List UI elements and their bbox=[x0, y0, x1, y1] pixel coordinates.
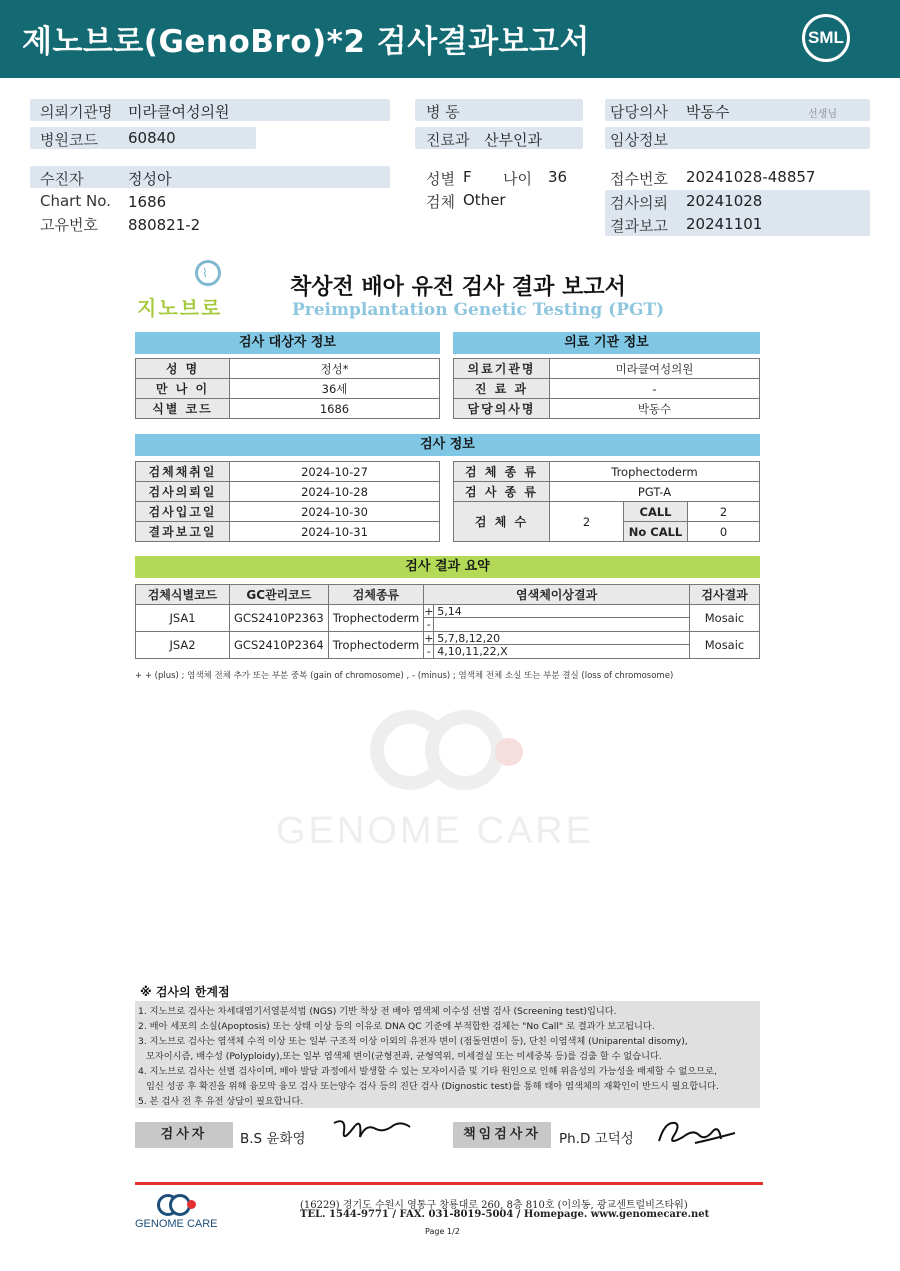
summary-section-head: 검사 결과 요약 bbox=[135, 556, 760, 578]
examiner-name: B.S 윤화영 bbox=[240, 1131, 306, 1147]
institution-label: 의뢰기관명 bbox=[40, 103, 113, 121]
date-value: 2024-10-30 bbox=[230, 502, 440, 522]
org-value: 미라클여성의원 bbox=[550, 359, 760, 379]
table-header-row bbox=[136, 585, 760, 605]
dna-ring-icon bbox=[195, 260, 221, 286]
specimen-count-value: 2 bbox=[550, 502, 624, 542]
watermark-dot bbox=[495, 738, 523, 766]
gain-line bbox=[424, 632, 689, 645]
table-row bbox=[454, 502, 760, 522]
report-date-value: 20241101 bbox=[686, 215, 763, 233]
subject-key: 만 나 이 bbox=[136, 379, 230, 399]
doctor-value: 박동수 bbox=[686, 103, 730, 121]
hospital-code-label: 병원코드 bbox=[40, 131, 98, 149]
logo-dot bbox=[187, 1200, 196, 1209]
chart-value: 1686 bbox=[128, 193, 167, 211]
chromosome-result bbox=[424, 605, 690, 632]
genome-care-text: GENOME CARE bbox=[135, 1218, 218, 1230]
table-row bbox=[136, 482, 440, 502]
gain-values: 5,14 bbox=[437, 605, 462, 618]
watermark-logo-icon bbox=[370, 710, 530, 810]
receipt-label: 접수번호 bbox=[610, 170, 668, 188]
chief-name: Ph.D 고덕성 bbox=[559, 1131, 634, 1147]
table-row bbox=[136, 605, 760, 632]
page-number: Page 1/2 bbox=[425, 1227, 460, 1236]
col-header: GC관리코드 bbox=[230, 585, 329, 605]
chart-label: Chart No. bbox=[40, 192, 111, 210]
sample-type: Trophectoderm bbox=[328, 605, 423, 632]
org-table bbox=[453, 358, 760, 419]
subject-value: 36세 bbox=[230, 379, 440, 399]
subject-key: 식별 코드 bbox=[136, 399, 230, 419]
loss-line bbox=[424, 618, 689, 631]
gain-line bbox=[424, 605, 689, 618]
dept-value: 산부인과 bbox=[484, 131, 542, 149]
report-title: 착상전 배아 유전 검사 결과 보고서 bbox=[290, 275, 626, 300]
specimen-value: Other bbox=[463, 191, 506, 209]
header-bar bbox=[0, 0, 900, 78]
sample-type: Trophectoderm bbox=[328, 632, 423, 659]
watermark-ring bbox=[425, 710, 505, 790]
org-key: 의료기관명 bbox=[454, 359, 550, 379]
ward-label: 병 동 bbox=[426, 103, 460, 121]
test-result: Mosaic bbox=[690, 605, 760, 632]
doctor-suffix: 선생님 bbox=[808, 109, 837, 120]
limitation-line: 1. 지노브로 검사는 차세대염기서열분석법 (NGS) 기반 착상 전 배아 염색체 이수성 선별 검사 (Screening test)입니다. bbox=[138, 1006, 617, 1017]
examinee-row bbox=[30, 166, 390, 188]
examiner-label: 검사자 bbox=[135, 1122, 233, 1148]
nocall-value: 0 bbox=[688, 522, 760, 542]
date-key: 결과보고일 bbox=[136, 522, 230, 542]
examinee-value: 정성아 bbox=[128, 170, 172, 188]
table-row bbox=[136, 399, 440, 419]
subject-key: 성 명 bbox=[136, 359, 230, 379]
chromosome-result bbox=[424, 632, 690, 659]
loss-line bbox=[424, 645, 689, 658]
age-label: 나이 bbox=[503, 170, 532, 188]
test-spec-table bbox=[453, 461, 760, 542]
date-key: 검체채취일 bbox=[136, 462, 230, 482]
request-label: 검사의뢰 bbox=[610, 194, 668, 212]
gc-code: GCS2410P2364 bbox=[230, 632, 329, 659]
date-key: 검사입고일 bbox=[136, 502, 230, 522]
receipt-value: 20241028-48857 bbox=[686, 168, 816, 186]
footer-divider bbox=[135, 1182, 763, 1185]
table-row bbox=[136, 462, 440, 482]
clinical-label: 임상정보 bbox=[610, 131, 668, 149]
footer-contact: TEL. 1544-9771 / FAX. 031-8019-5004 / Homepage. www.genomecare.net bbox=[300, 1209, 710, 1220]
table-row bbox=[454, 482, 760, 502]
subject-value: 정성* bbox=[230, 359, 440, 379]
hospital-code-value: 60840 bbox=[128, 129, 176, 147]
table-row bbox=[136, 522, 440, 542]
watermark-text: GENOME CARE bbox=[276, 810, 595, 852]
loss-values bbox=[434, 618, 437, 631]
test-type-value: PGT-A bbox=[550, 482, 760, 502]
plus-sign: + bbox=[424, 605, 434, 618]
limitation-line: 4. 지노브로 검사는 선별 검사이며, 배아 발달 과정에서 발생할 수 있는 모자이시즘 및 기타 원인으로 인해 위음성의 가능성을 배제할 수 없으므로, bbox=[138, 1066, 717, 1077]
org-value: - bbox=[550, 379, 760, 399]
subject-value: 1686 bbox=[230, 399, 440, 419]
unique-label: 고유번호 bbox=[40, 216, 98, 234]
org-key: 담당의사명 bbox=[454, 399, 550, 419]
genobro-logo bbox=[135, 258, 250, 320]
examinee-label: 수진자 bbox=[40, 170, 84, 188]
org-value: 박동수 bbox=[550, 399, 760, 419]
sml-logo-text: SML bbox=[808, 28, 844, 47]
doctor-label: 담당의사 bbox=[610, 103, 668, 121]
gain-values: 5,7,8,12,20 bbox=[437, 632, 501, 645]
sample-id: JSA1 bbox=[136, 605, 230, 632]
limitation-line: 3. 지노브로 검사는 염색체 수적 이상 또는 일부 구조적 이상 이외의 유전자 변이 (점돌연변이 등), 단친 이염색체 (Uniparental disomy), bbox=[138, 1036, 688, 1047]
summary-footnote: + + (plus) ; 염색체 전체 추가 또는 부분 중복 (gain of chromosome) , - (minus) ; 염색체 전체 소실 또는 부분 결실 (loss of chromosome) bbox=[135, 671, 674, 681]
dna-icon: ⌇ bbox=[202, 266, 208, 280]
request-value: 20241028 bbox=[686, 192, 763, 210]
limitation-line: 모자이시즘, 배수성 (Polyploidy),또는 일부 염색체 변이(균형전좌, 균형역위, 미세결실 또는 미세중복 등)를 검출 할 수 없습니다. bbox=[146, 1051, 662, 1062]
specimen-type-value: Trophectoderm bbox=[550, 462, 760, 482]
examiner-signature bbox=[332, 1115, 412, 1147]
plus-sign: + bbox=[424, 632, 434, 645]
limitations-title: ※ 검사의 한계점 bbox=[140, 985, 230, 999]
col-header: 검체종류 bbox=[328, 585, 423, 605]
dept-label: 진료과 bbox=[426, 131, 470, 149]
limitation-line: 5. 본 검사 전 후 유전 상담이 필요합니다. bbox=[138, 1096, 304, 1107]
test-type-key: 검 사 종 류 bbox=[454, 482, 550, 502]
org-section-head: 의료 기관 정보 bbox=[453, 332, 760, 354]
nocall-label: No CALL bbox=[624, 522, 688, 542]
org-key: 진 료 과 bbox=[454, 379, 550, 399]
table-row bbox=[136, 502, 440, 522]
specimen-type-key: 검 체 종 류 bbox=[454, 462, 550, 482]
gc-code: GCS2410P2363 bbox=[230, 605, 329, 632]
date-key: 검사의뢰일 bbox=[136, 482, 230, 502]
table-row bbox=[136, 632, 760, 659]
chief-signature bbox=[655, 1115, 737, 1149]
date-value: 2024-10-28 bbox=[230, 482, 440, 502]
table-row bbox=[136, 359, 440, 379]
sex-label: 성별 bbox=[426, 170, 455, 188]
call-label: CALL bbox=[624, 502, 688, 522]
table-row bbox=[454, 399, 760, 419]
specimen-count-key: 검 체 수 bbox=[454, 502, 550, 542]
test-result: Mosaic bbox=[690, 632, 760, 659]
report-header-title: 제노브로(GenoBro)*2 검사결과보고서 bbox=[22, 24, 590, 60]
table-row bbox=[454, 462, 760, 482]
subject-section-head: 검사 대상자 정보 bbox=[135, 332, 440, 354]
genome-care-logo bbox=[135, 1192, 225, 1232]
minus-sign: - bbox=[424, 618, 434, 631]
loss-values: 4,10,11,22,X bbox=[437, 645, 508, 658]
table-row bbox=[454, 359, 760, 379]
table-row bbox=[454, 379, 760, 399]
limitations-box bbox=[135, 1001, 760, 1108]
sex-value: F bbox=[463, 168, 472, 186]
report-date-label: 결과보고 bbox=[610, 217, 668, 235]
age-value: 36 bbox=[548, 168, 568, 186]
test-section-head: 검사 정보 bbox=[135, 434, 760, 456]
call-value: 2 bbox=[688, 502, 760, 522]
col-header: 염색체이상결과 bbox=[424, 585, 690, 605]
report-subtitle: Preimplantation Genetic Testing (PGT) bbox=[292, 300, 665, 320]
date-value: 2024-10-31 bbox=[230, 522, 440, 542]
sample-id: JSA2 bbox=[136, 632, 230, 659]
footer-address: (16229) 경기도 수원시 영통구 창룡대로 260, 8층 810호 (이의동, 광교센트럴비즈타워) bbox=[300, 1200, 688, 1211]
table-row bbox=[136, 379, 440, 399]
limitation-line: 2. 배아 세포의 소실(Apoptosis) 또는 상태 이상 등의 이유로 DNA QC 기준에 부적합한 검체는 "No Call" 로 결과가 보고됩니다. bbox=[138, 1021, 655, 1032]
sml-logo bbox=[802, 14, 850, 62]
specimen-label: 검체 bbox=[426, 193, 455, 211]
unique-value: 880821-2 bbox=[128, 216, 201, 234]
col-header: 검체식별코드 bbox=[136, 585, 230, 605]
test-dates-table bbox=[135, 461, 440, 542]
genobro-brand: 지노브로 bbox=[137, 296, 223, 320]
chief-label: 책임검사자 bbox=[453, 1122, 551, 1148]
institution-value: 미라클여성의원 bbox=[128, 103, 230, 121]
subject-table bbox=[135, 358, 440, 419]
limitation-line: 임신 성공 후 확진을 위해 융모막 융모 검사 또는양수 검사 등의 진단 검사 (Dignostic test)를 통해 태아 염색체의 재확인이 반드시 필요합니다. bbox=[146, 1081, 719, 1092]
minus-sign: - bbox=[424, 645, 434, 658]
col-header: 검사결과 bbox=[690, 585, 760, 605]
date-value: 2024-10-27 bbox=[230, 462, 440, 482]
summary-table bbox=[135, 584, 760, 659]
